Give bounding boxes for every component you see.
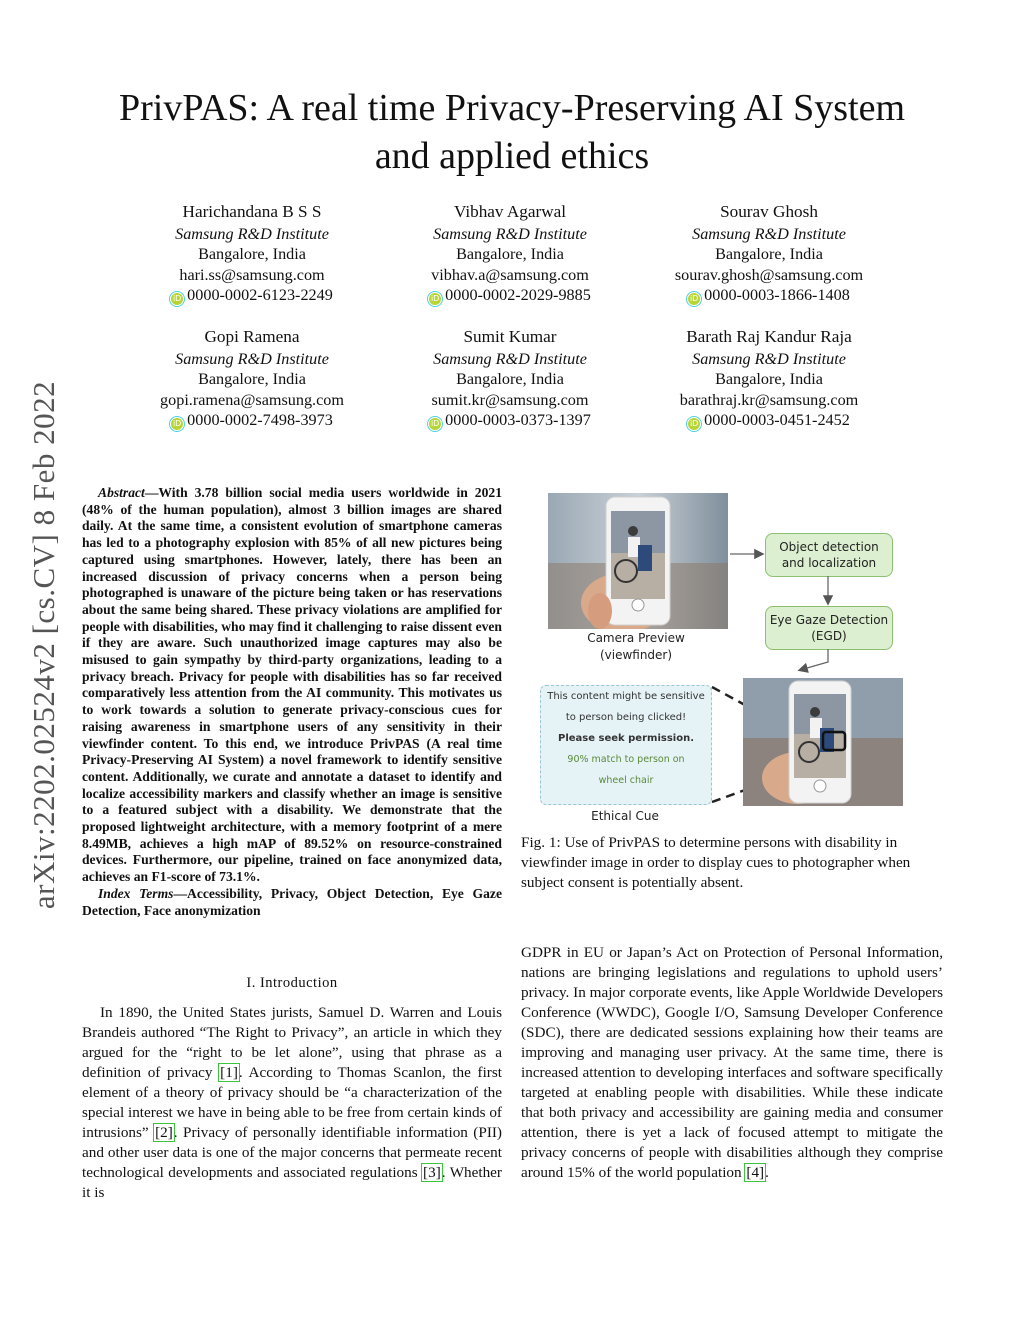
author-block-2	[380, 202, 640, 306]
orcid-number: 0000-0003-1866-1408	[704, 286, 850, 304]
orcid-icon: iD	[172, 419, 182, 428]
author-email[interactable]: sourav.ghosh@samsung.com	[674, 265, 864, 284]
orcid-icon: iD	[430, 419, 440, 428]
ethical-cue-label: Ethical Cue	[591, 809, 659, 823]
intro-left-text-4: . Whether it is	[82, 1164, 502, 1201]
intro-left-text-1: In 1890, the United States jurists, Samuel D. Warren and Louis Brandeis authored “The Right to Privacy”, an article in which they argued for the “right to be let alone”, using that phrase as a definition of privacy	[82, 1004, 502, 1081]
author-institute: Samsung R&D Institute	[433, 224, 587, 243]
author-location: Bangalore, India	[715, 245, 823, 263]
orcid-number: 0000-0002-7498-3973	[187, 411, 333, 429]
author-email[interactable]: hari.ss@samsung.com	[179, 265, 325, 284]
orcid-number: 0000-0003-0451-2452	[704, 411, 850, 429]
abstract-label: Abstract	[98, 485, 145, 500]
author-institute: Samsung R&D Institute	[433, 349, 587, 368]
author-block-5	[380, 327, 640, 431]
author-institute: Samsung R&D Institute	[175, 224, 329, 243]
orcid-icon: iD	[430, 294, 440, 303]
author-email[interactable]: sumit.kr@samsung.com	[431, 390, 589, 409]
author-email[interactable]: gopi.ramena@samsung.com	[160, 390, 344, 409]
author-institute: Samsung R&D Institute	[692, 349, 846, 368]
intro-left-text-3: . Privacy of personally identifiable information (PII) and other user data is one of the major concerns that permeate recent technological developments and associated regulations	[82, 1124, 502, 1181]
author-orcid[interactable]	[122, 410, 382, 431]
author-name: Vibhav Agarwal	[453, 202, 567, 221]
index-terms-body: —Accessibility, Privacy, Object Detection, Eye Gaze Detection, Face anonymization	[82, 885, 502, 918]
section-heading-introduction: I. Introduction	[246, 975, 338, 991]
eye-gaze-line-1: Eye Gaze Detection	[769, 613, 889, 627]
citation-link[interactable]: [2]	[155, 1124, 173, 1141]
author-location: Bangalore, India	[198, 370, 306, 388]
orcid-number: 0000-0003-0373-1397	[445, 411, 591, 429]
author-location: Bangalore, India	[456, 370, 564, 388]
author-name: Harichandana B S S	[182, 202, 322, 221]
cue-line-3: Please seek permission.	[558, 733, 694, 744]
eye-gaze-line-2: (EGD)	[811, 629, 847, 643]
ethical-cue-box	[540, 685, 712, 805]
arxiv-identifier-text: arXiv:2202.02524v2 [cs.CV] 8 Feb 2022	[26, 380, 61, 910]
figure-1	[540, 490, 930, 830]
figure-1-caption: Fig. 1: Use of PrivPAS to determine persons with disability in viewfinder image in order to display cues to photographer when subject consent is potentially absent.	[521, 834, 911, 891]
author-orcid[interactable]	[122, 285, 382, 306]
orcid-number: 0000-0002-6123-2249	[187, 286, 333, 304]
citation-link[interactable]: [1]	[220, 1064, 238, 1081]
author-orcid[interactable]	[380, 285, 640, 306]
author-location: Bangalore, India	[715, 370, 823, 388]
author-location: Bangalore, India	[198, 245, 306, 263]
author-block-4	[122, 327, 382, 431]
author-email[interactable]: vibhav.a@samsung.com	[431, 265, 589, 284]
citation-link[interactable]: [3]	[423, 1164, 441, 1181]
abstract-body: —With 3.78 billion social media users worldwide in 2021 (48% of the human population), almost 3 billion images are shared daily. At the same time, a consistent evolution of smartphone cameras has led to a photography explosion with 85% of all new pictures being captured using smartphones. However, lately, there has been an increased discussion of privacy concerns when a person being photographed is unaware of the picture being taken or has reservations about the same being shared. These privacy violations are amplified for people with disabilities, who may find it challenging to raise dissent even if they are aware. Such unauthorized image captures may also be misused to gain sympathy by third-party organizations, leading to a privacy breach. Privacy for people with disabilities has so far received comparatively less attention from the AI community. This motivates us to work towards a solution to generate privacy-conscious cues for raising awareness in smartphone users of any sensitivity in their viewfinder content. To this end, we introduce PrivPAS (A real time Privacy-Preserving AI System) a novel framework to identify sensitive content. Additionally, we curate and annotate a dataset to identify and localize accessibility markers and classify whether an image is sensitive to a featured subject with a disability. We demonstrate that the proposed lightweight architecture, with a memory footprint of a mere 8.49MB, achieves a high mAP of 89.52% on resource-constrained devices. Furthermore, our pipeline, trained on face anonymized data, achieves an F1-score of 73.1%.	[82, 485, 502, 885]
author-orcid[interactable]	[639, 410, 899, 431]
orcid-icon: iD	[689, 294, 699, 303]
ethical-cue-preview-image	[743, 678, 903, 806]
cue-line-5: wheel chair	[598, 775, 654, 786]
author-name: Sourav Ghosh	[720, 202, 818, 221]
camera-preview-label-line-1: Camera Preview	[587, 631, 685, 645]
author-block-1	[122, 202, 382, 306]
orcid-icon: iD	[172, 294, 182, 303]
author-institute: Samsung R&D Institute	[692, 224, 846, 243]
arxiv-identifier	[18, 360, 70, 930]
cue-line-2: to person being clicked!	[565, 712, 687, 723]
cue-line-1: This content might be sensitive	[547, 691, 705, 702]
object-detection-line-2: and localization	[781, 556, 877, 570]
citation-link[interactable]: [4]	[746, 1164, 765, 1181]
intro-right-text-2: .	[765, 1164, 769, 1181]
title-line-1: PrivPAS: A real time Privacy-Preserving AI System	[118, 87, 905, 129]
author-block-6	[639, 327, 899, 431]
author-email[interactable]: barathraj.kr@samsung.com	[679, 390, 859, 409]
author-orcid[interactable]	[380, 410, 640, 431]
cue-line-4: 90% match to person on	[567, 754, 685, 765]
intro-paragraph-left	[82, 1003, 502, 1203]
author-name: Barath Raj Kandur Raja	[686, 327, 852, 346]
author-block-3	[639, 202, 899, 306]
author-name: Gopi Ramena	[204, 327, 300, 346]
abstract	[82, 485, 502, 919]
author-orcid[interactable]	[639, 285, 899, 306]
object-detection-line-1: Object detection	[779, 540, 879, 554]
intro-left-text-2: . According to Thomas Scanlon, the first element of a theory of privacy should be “a characterization of the special interest we have in being able to be free from certain kinds of intrusions”	[82, 1064, 502, 1141]
orcid-icon: iD	[689, 419, 699, 428]
intro-right-text-1: GDPR in EU or Japan’s Act on Protection of Personal Information, nations are bringing legislations and regulations to uphold users’ privacy. In major corporate events, like Apple Worldwide Developers Conference (WWDC), Google I/O, Samsung Developer Conference (SDC), there are dedicated sessions explaining how their teams are improving and managing user privacy. At the same time, there is increased attention to developing interfaces and software specifically targeted at enabling people with disabilities. While these indicate that both privacy and accessibility are gaining media and consumer attention, there is yet a lack of focused attempt to mitigate the privacy concerns of people with disabilities although they comprise around 15% of the world population	[521, 944, 943, 1181]
camera-preview-label-line-2: (viewfinder)	[599, 648, 673, 662]
author-location: Bangalore, India	[456, 245, 564, 263]
orcid-number: 0000-0002-2029-9885	[445, 286, 591, 304]
intro-paragraph-right	[521, 943, 943, 1183]
author-institute: Samsung R&D Institute	[175, 349, 329, 368]
index-terms-label: Index Terms	[98, 885, 174, 901]
paper-title	[60, 84, 964, 180]
title-line-2: and applied ethics	[374, 135, 650, 177]
author-name: Sumit Kumar	[463, 327, 557, 346]
